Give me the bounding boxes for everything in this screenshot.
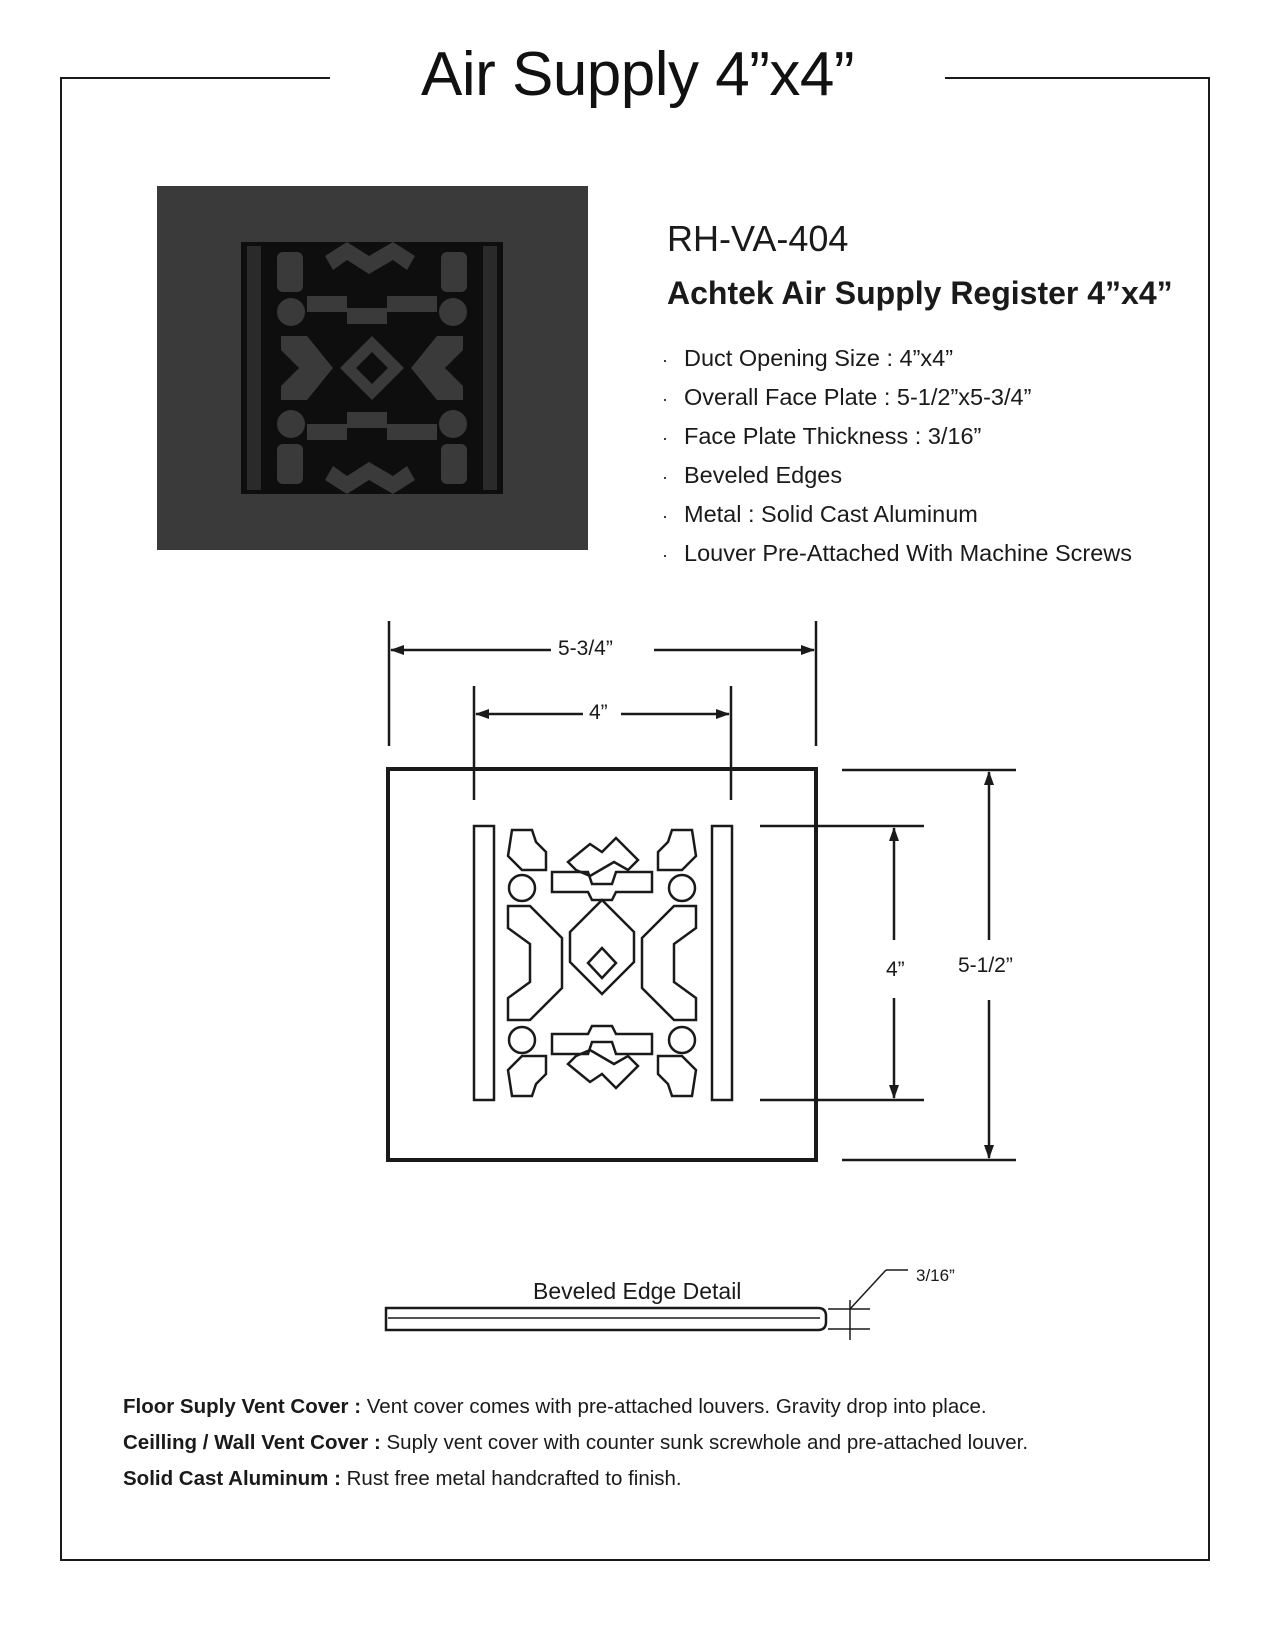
note-label: Ceilling / Wall Vent Cover : xyxy=(123,1431,381,1454)
product-sku: RH-VA-404 xyxy=(667,218,849,259)
opening-width-label: 4” xyxy=(583,701,614,725)
spec-text: Metal : Solid Cast Aluminum xyxy=(684,501,978,527)
note-label: Solid Cast Aluminum : xyxy=(123,1467,341,1490)
thickness-label: 3/16” xyxy=(916,1266,955,1285)
opening-height-label: 4” xyxy=(880,958,911,982)
spec-text: Overall Face Plate : 5-1/2”x5-3/4” xyxy=(684,384,1032,410)
overall-width-label: 5-3/4” xyxy=(552,637,619,661)
note-text: Rust free metal handcrafted to finish. xyxy=(340,1467,682,1490)
dimension-lines xyxy=(389,621,1016,1160)
grille-pattern xyxy=(474,826,732,1100)
bullet-icon: · xyxy=(662,428,668,448)
spec-text: Louver Pre-Attached With Machine Screws xyxy=(684,540,1132,566)
page-title: Air Supply 4”x4” xyxy=(420,40,855,109)
note-ceiling-wall xyxy=(123,1425,1173,1461)
bullet-icon: · xyxy=(662,389,668,409)
note-text: Vent cover comes with pre-attached louvers. Gravity drop into place. xyxy=(361,1395,987,1418)
bullet-icon: · xyxy=(662,545,668,565)
spec-text: Beveled Edges xyxy=(684,462,843,488)
face-plate-outline xyxy=(388,769,816,1160)
product-name: Achtek Air Supply Register 4”x4” xyxy=(667,275,1173,311)
bullet-icon: · xyxy=(662,350,668,370)
note-floor xyxy=(123,1389,1173,1425)
spec-text: Duct Opening Size : 4”x4” xyxy=(684,345,954,371)
spec-text: Face Plate Thickness : 3/16” xyxy=(684,423,982,449)
bullet-icon: · xyxy=(662,467,668,487)
bullet-icon: · xyxy=(662,506,668,526)
edge-detail-label: Beveled Edge Detail xyxy=(533,1278,742,1304)
note-material xyxy=(123,1461,1173,1497)
note-text: Suply vent cover with counter sunk screwhole and pre-attached louver. xyxy=(380,1431,1029,1454)
notes-section xyxy=(123,1389,1173,1497)
overall-height-label: 5-1/2” xyxy=(952,954,1019,978)
note-label: Floor Suply Vent Cover : xyxy=(123,1395,362,1418)
